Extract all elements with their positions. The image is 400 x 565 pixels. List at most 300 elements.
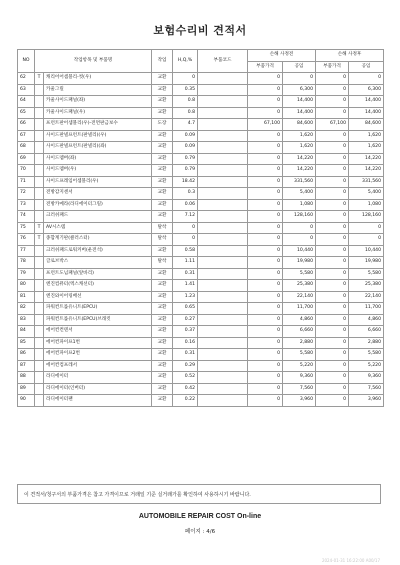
row-labor-before: 25,380	[283, 280, 316, 292]
row-flag	[35, 130, 44, 142]
row-part-code	[198, 372, 248, 384]
row-hqty: 0.09	[173, 130, 198, 142]
row-part-price-before: 0	[248, 188, 283, 200]
row-hqty: 0.52	[173, 372, 198, 384]
row-part-code	[198, 119, 248, 131]
row-part-price-after: 0	[316, 349, 349, 361]
row-labor-after: 1,080	[349, 199, 384, 211]
row-part-code	[198, 349, 248, 361]
table-row	[18, 257, 384, 269]
row-part-price-after: 0	[316, 360, 349, 372]
table-row	[18, 245, 384, 257]
row-item-name: 에어컨파이프2번	[44, 349, 152, 361]
row-flag	[35, 383, 44, 395]
row-flag	[35, 349, 44, 361]
row-part-code	[198, 360, 248, 372]
table-row	[18, 326, 384, 338]
header-row-1	[18, 50, 384, 62]
row-no: 66	[18, 119, 35, 131]
row-part-code	[198, 326, 248, 338]
table-row	[18, 142, 384, 154]
row-part-code	[198, 257, 248, 269]
row-part-price-before: 0	[248, 234, 283, 246]
row-labor-before: 2,880	[283, 337, 316, 349]
row-labor-before: 11,700	[283, 303, 316, 315]
row-item-name: 엔진컴퓨터(엑스캐선터)	[44, 280, 152, 292]
table-row	[18, 395, 384, 407]
row-part-price-after: 0	[316, 245, 349, 257]
row-labor-after: 10,440	[349, 245, 384, 257]
table-row	[18, 234, 384, 246]
row-item-name: 사이드프레임어셈블리(우)	[44, 176, 152, 188]
row-no: 68	[18, 142, 35, 154]
row-labor-after: 5,220	[349, 360, 384, 372]
row-hqty: 0.31	[173, 268, 198, 280]
row-labor-after: 5,580	[349, 268, 384, 280]
row-labor-after: 25,380	[349, 280, 384, 292]
row-hqty: 0.16	[173, 337, 198, 349]
row-labor-before: 22,140	[283, 291, 316, 303]
row-part-price-after: 0	[316, 337, 349, 349]
row-part-price-after: 0	[316, 314, 349, 326]
row-part-price-before: 0	[248, 268, 283, 280]
row-work-type: 탈착	[152, 234, 173, 246]
row-part-price-before: 0	[248, 199, 283, 211]
row-part-price-before: 0	[248, 153, 283, 165]
row-labor-after: 0	[349, 73, 384, 85]
row-part-price-after: 0	[316, 303, 349, 315]
table-row	[18, 383, 384, 395]
row-item-name: 종합계기판(클러스터)	[44, 234, 152, 246]
row-part-price-after: 0	[316, 280, 349, 292]
row-no: 72	[18, 188, 35, 200]
row-part-code	[198, 337, 248, 349]
row-no: 65	[18, 107, 35, 119]
row-hqty: 1.41	[173, 280, 198, 292]
row-labor-before: 331,560	[283, 176, 316, 188]
row-labor-after: 6,300	[349, 84, 384, 96]
row-flag	[35, 372, 44, 384]
row-part-price-after: 0	[316, 257, 349, 269]
row-hqty: 0	[173, 222, 198, 234]
row-no: 81	[18, 291, 35, 303]
row-no: 67	[18, 130, 35, 142]
row-hqty: 0.3	[173, 188, 198, 200]
row-labor-after: 0	[349, 222, 384, 234]
row-flag	[35, 257, 44, 269]
row-flag	[35, 280, 44, 292]
table-row	[18, 314, 384, 326]
row-labor-before: 5,580	[283, 349, 316, 361]
row-no: 77	[18, 245, 35, 257]
row-labor-after: 4,860	[349, 314, 384, 326]
row-part-code	[198, 142, 248, 154]
row-work-type: 교환	[152, 326, 173, 338]
row-labor-after: 14,220	[349, 153, 384, 165]
row-labor-after: 7,560	[349, 383, 384, 395]
row-work-type: 교환	[152, 280, 173, 292]
row-labor-before: 10,440	[283, 245, 316, 257]
row-labor-before: 14,220	[283, 153, 316, 165]
row-part-price-after: 0	[316, 383, 349, 395]
row-flag	[35, 199, 44, 211]
row-labor-after: 84,600	[349, 119, 384, 131]
row-flag	[35, 188, 44, 200]
row-hqty: 0.65	[173, 303, 198, 315]
table-row	[18, 96, 384, 108]
row-labor-after: 1,620	[349, 142, 384, 154]
row-work-type: 교환	[152, 153, 173, 165]
row-flag	[35, 314, 44, 326]
row-item-name: 라디에이터	[44, 372, 152, 384]
table-row	[18, 291, 384, 303]
row-flag	[35, 142, 44, 154]
row-labor-before: 1,620	[283, 130, 316, 142]
row-item-name: 전방감지센서	[44, 188, 152, 200]
header-hqty: H,Q,%	[173, 50, 198, 73]
row-item-name: 글로브박스	[44, 257, 152, 269]
page-number: 페이지 : 4/6	[184, 529, 216, 535]
row-item-name: 크러쉬패드	[44, 211, 152, 223]
row-no: 90	[18, 395, 35, 407]
row-item-name: 사이드판넬프런트(판넬리)(우)	[44, 130, 152, 142]
row-hqty: 1.23	[173, 291, 198, 303]
row-hqty: 0	[173, 234, 198, 246]
row-labor-before: 5,400	[283, 188, 316, 200]
row-labor-before: 0	[283, 234, 316, 246]
row-part-code	[198, 153, 248, 165]
row-no: 82	[18, 303, 35, 315]
row-flag	[35, 165, 44, 177]
row-work-type: 탈착	[152, 257, 173, 269]
row-labor-after: 14,220	[349, 165, 384, 177]
row-item-name: 프런트도넘패널(앞바리)	[44, 268, 152, 280]
row-no: 80	[18, 280, 35, 292]
row-work-type: 교환	[152, 372, 173, 384]
row-work-type: 교환	[152, 142, 173, 154]
row-labor-before: 6,300	[283, 84, 316, 96]
row-hqty: 18.42	[173, 176, 198, 188]
estimate-table	[17, 49, 384, 407]
row-part-code	[198, 211, 248, 223]
table-row	[18, 268, 384, 280]
row-work-type: 교환	[152, 245, 173, 257]
row-work-type: 교환	[152, 107, 173, 119]
table-row	[18, 199, 384, 211]
row-item-name: 캐리어어셈블리-컷(우)	[44, 73, 152, 85]
row-labor-before: 0	[283, 73, 316, 85]
row-flag	[35, 245, 44, 257]
header-part-code: 부품코드	[198, 50, 248, 73]
row-labor-after: 3,960	[349, 395, 384, 407]
row-part-price-before: 0	[248, 395, 283, 407]
row-part-code	[198, 165, 248, 177]
row-no: 63	[18, 84, 35, 96]
row-part-price-before: 0	[248, 280, 283, 292]
row-part-price-after: 0	[316, 84, 349, 96]
row-flag	[35, 107, 44, 119]
row-part-code	[198, 314, 248, 326]
row-flag	[35, 119, 44, 131]
row-labor-after: 331,560	[349, 176, 384, 188]
row-part-price-before: 0	[248, 130, 283, 142]
row-no: 76	[18, 234, 35, 246]
row-part-price-before: 0	[248, 360, 283, 372]
row-labor-after: 5,580	[349, 349, 384, 361]
row-labor-after: 14,400	[349, 107, 384, 119]
row-part-price-after: 0	[316, 222, 349, 234]
row-part-price-before: 0	[248, 176, 283, 188]
row-labor-before: 7,560	[283, 383, 316, 395]
row-flag	[35, 360, 44, 372]
row-part-price-after: 0	[316, 291, 349, 303]
row-no: 88	[18, 372, 35, 384]
row-item-name: 에어컨파이프1번	[44, 337, 152, 349]
row-work-type: 교환	[152, 314, 173, 326]
row-no: 85	[18, 337, 35, 349]
header-part-price-after: 부품가격	[316, 61, 349, 73]
table-row	[18, 280, 384, 292]
table-row	[18, 165, 384, 177]
row-hqty: 0.58	[173, 245, 198, 257]
row-part-code	[198, 395, 248, 407]
row-part-price-before: 0	[248, 96, 283, 108]
row-part-price-after: 0	[316, 130, 349, 142]
row-part-code	[198, 73, 248, 85]
row-part-price-after: 0	[316, 176, 349, 188]
row-no: 75	[18, 222, 35, 234]
row-part-price-before: 0	[248, 303, 283, 315]
row-part-code	[198, 303, 248, 315]
row-no: 87	[18, 360, 35, 372]
row-labor-after: 22,140	[349, 291, 384, 303]
row-part-price-after: 0	[316, 107, 349, 119]
header-no: NO	[18, 50, 35, 73]
row-part-price-before: 0	[248, 142, 283, 154]
table-row	[18, 188, 384, 200]
row-part-price-after: 0	[316, 268, 349, 280]
row-item-name: 전방카메라(라디에이터그릴)	[44, 199, 152, 211]
row-part-code	[198, 280, 248, 292]
row-labor-after: 11,700	[349, 303, 384, 315]
row-labor-before: 84,600	[283, 119, 316, 131]
row-part-price-after: 0	[316, 153, 349, 165]
document-title: 보험수리비 견적서	[153, 24, 247, 37]
row-work-type: 교환	[152, 199, 173, 211]
row-part-price-before: 0	[248, 383, 283, 395]
row-hqty: 0.79	[173, 165, 198, 177]
row-item-name: 엔진와이어링배선	[44, 291, 152, 303]
row-flag	[35, 268, 44, 280]
table-row	[18, 349, 384, 361]
row-labor-before: 6,660	[283, 326, 316, 338]
row-hqty: 0.8	[173, 96, 198, 108]
header-before: 손해 사정전	[248, 50, 316, 62]
row-item-name: 라디에이터(인버터)	[44, 383, 152, 395]
row-work-type: 교환	[152, 96, 173, 108]
row-part-price-before: 0	[248, 165, 283, 177]
row-no: 89	[18, 383, 35, 395]
row-work-type: 교환	[152, 291, 173, 303]
row-no: 71	[18, 176, 35, 188]
row-labor-before: 1,080	[283, 199, 316, 211]
row-work-type: 교환	[152, 395, 173, 407]
row-work-type: 탈착	[152, 222, 173, 234]
row-no: 64	[18, 96, 35, 108]
table-row	[18, 211, 384, 223]
row-part-price-after: 0	[316, 199, 349, 211]
row-item-name: 사이드판넬프런트(판넬리)(좌)	[44, 142, 152, 154]
row-labor-after: 6,660	[349, 326, 384, 338]
footer-title: AUTOMOBILE REPAIR COST On-line	[138, 513, 262, 520]
row-hqty: 0.22	[173, 395, 198, 407]
row-part-price-after: 0	[316, 326, 349, 338]
row-no: 69	[18, 153, 35, 165]
print-timestamp: 2024-01-31 16:22:00 A00/17	[321, 558, 380, 563]
row-no: 79	[18, 268, 35, 280]
row-item-name: 사이드멤버(우)	[44, 165, 152, 177]
row-no: 84	[18, 326, 35, 338]
row-labor-before: 1,620	[283, 142, 316, 154]
row-part-code	[198, 234, 248, 246]
row-labor-after: 2,880	[349, 337, 384, 349]
row-work-type: 교환	[152, 383, 173, 395]
row-flag: T	[35, 73, 44, 85]
row-part-code	[198, 96, 248, 108]
row-labor-before: 0	[283, 222, 316, 234]
row-hqty: 0.35	[173, 84, 198, 96]
row-part-price-after: 0	[316, 234, 349, 246]
header-after: 손해 사정후	[316, 50, 384, 62]
row-flag	[35, 326, 44, 338]
row-part-price-before: 0	[248, 326, 283, 338]
row-part-price-after: 0	[316, 73, 349, 85]
row-item-name: 파워컨트롤유니트(EPCU)브래킷	[44, 314, 152, 326]
row-hqty: 7.12	[173, 211, 198, 223]
table-row	[18, 222, 384, 234]
row-work-type: 교환	[152, 165, 173, 177]
row-part-price-after: 0	[316, 395, 349, 407]
row-part-price-before: 0	[248, 107, 283, 119]
row-item-name: 프런트판어셈블리(우)-전면판금보수	[44, 119, 152, 131]
row-work-type: 교환	[152, 349, 173, 361]
row-flag	[35, 395, 44, 407]
row-labor-after: 1,620	[349, 130, 384, 142]
row-part-price-before: 0	[248, 337, 283, 349]
row-part-price-before: 0	[248, 73, 283, 85]
row-labor-before: 14,220	[283, 165, 316, 177]
row-part-code	[198, 222, 248, 234]
row-item-name: 파워컨트롤유니트(EPCU)	[44, 303, 152, 315]
row-hqty: 0.42	[173, 383, 198, 395]
table-row	[18, 73, 384, 85]
row-hqty: 0.09	[173, 142, 198, 154]
row-labor-before: 4,860	[283, 314, 316, 326]
row-hqty: 0.29	[173, 360, 198, 372]
row-work-type: 교환	[152, 188, 173, 200]
row-item-name: 카울사이드패널(우)	[44, 107, 152, 119]
row-flag: T	[35, 234, 44, 246]
table-row	[18, 153, 384, 165]
row-no: 70	[18, 165, 35, 177]
header-work: 작업	[152, 50, 173, 73]
row-part-price-before: 0	[248, 372, 283, 384]
row-work-type: 교환	[152, 73, 173, 85]
row-no: 74	[18, 211, 35, 223]
row-flag	[35, 84, 44, 96]
row-hqty: 1.11	[173, 257, 198, 269]
row-flag	[35, 211, 44, 223]
row-part-code	[198, 176, 248, 188]
table-row	[18, 372, 384, 384]
header-labor-after: 공임	[349, 61, 384, 73]
row-part-code	[198, 383, 248, 395]
row-flag	[35, 291, 44, 303]
row-part-code	[198, 291, 248, 303]
table-row	[18, 337, 384, 349]
row-labor-after: 9,360	[349, 372, 384, 384]
row-work-type: 도장	[152, 119, 173, 131]
row-part-code	[198, 84, 248, 96]
row-item-name: 크러쉬패드로워커버(운전석)	[44, 245, 152, 257]
row-hqty: 0.06	[173, 199, 198, 211]
row-hqty: 0.8	[173, 107, 198, 119]
header-part-price-before: 부품가격	[248, 61, 283, 73]
row-labor-before: 5,220	[283, 360, 316, 372]
row-labor-before: 14,400	[283, 96, 316, 108]
row-labor-after: 19,980	[349, 257, 384, 269]
row-hqty: 0	[173, 73, 198, 85]
row-flag: T	[35, 222, 44, 234]
table-row	[18, 84, 384, 96]
row-labor-before: 14,400	[283, 107, 316, 119]
row-flag	[35, 303, 44, 315]
row-flag	[35, 96, 44, 108]
row-labor-before: 128,160	[283, 211, 316, 223]
row-work-type: 교환	[152, 176, 173, 188]
row-no: 86	[18, 349, 35, 361]
header-item: 작업항목 및 부품명	[35, 50, 152, 73]
row-part-price-after: 0	[316, 142, 349, 154]
row-part-price-after: 0	[316, 165, 349, 177]
row-hqty: 4.7	[173, 119, 198, 131]
row-work-type: 교환	[152, 268, 173, 280]
row-labor-after: 0	[349, 234, 384, 246]
row-part-code	[198, 268, 248, 280]
row-flag	[35, 176, 44, 188]
row-no: 62	[18, 73, 35, 85]
row-labor-before: 19,980	[283, 257, 316, 269]
table-row	[18, 360, 384, 372]
row-part-price-before: 0	[248, 245, 283, 257]
row-item-name: 라디에이터팬	[44, 395, 152, 407]
row-part-price-before: 0	[248, 291, 283, 303]
row-hqty: 0.27	[173, 314, 198, 326]
row-part-price-after: 0	[316, 96, 349, 108]
table-row	[18, 303, 384, 315]
row-hqty: 0.37	[173, 326, 198, 338]
row-work-type: 교환	[152, 84, 173, 96]
row-work-type: 교환	[152, 303, 173, 315]
row-labor-before: 9,360	[283, 372, 316, 384]
row-work-type: 교환	[152, 337, 173, 349]
row-part-price-after: 0	[316, 211, 349, 223]
row-no: 83	[18, 314, 35, 326]
row-labor-after: 128,160	[349, 211, 384, 223]
row-item-name: 에어컨컨덴서	[44, 326, 152, 338]
row-part-price-before: 0	[248, 211, 283, 223]
row-part-price-before: 0	[248, 222, 283, 234]
